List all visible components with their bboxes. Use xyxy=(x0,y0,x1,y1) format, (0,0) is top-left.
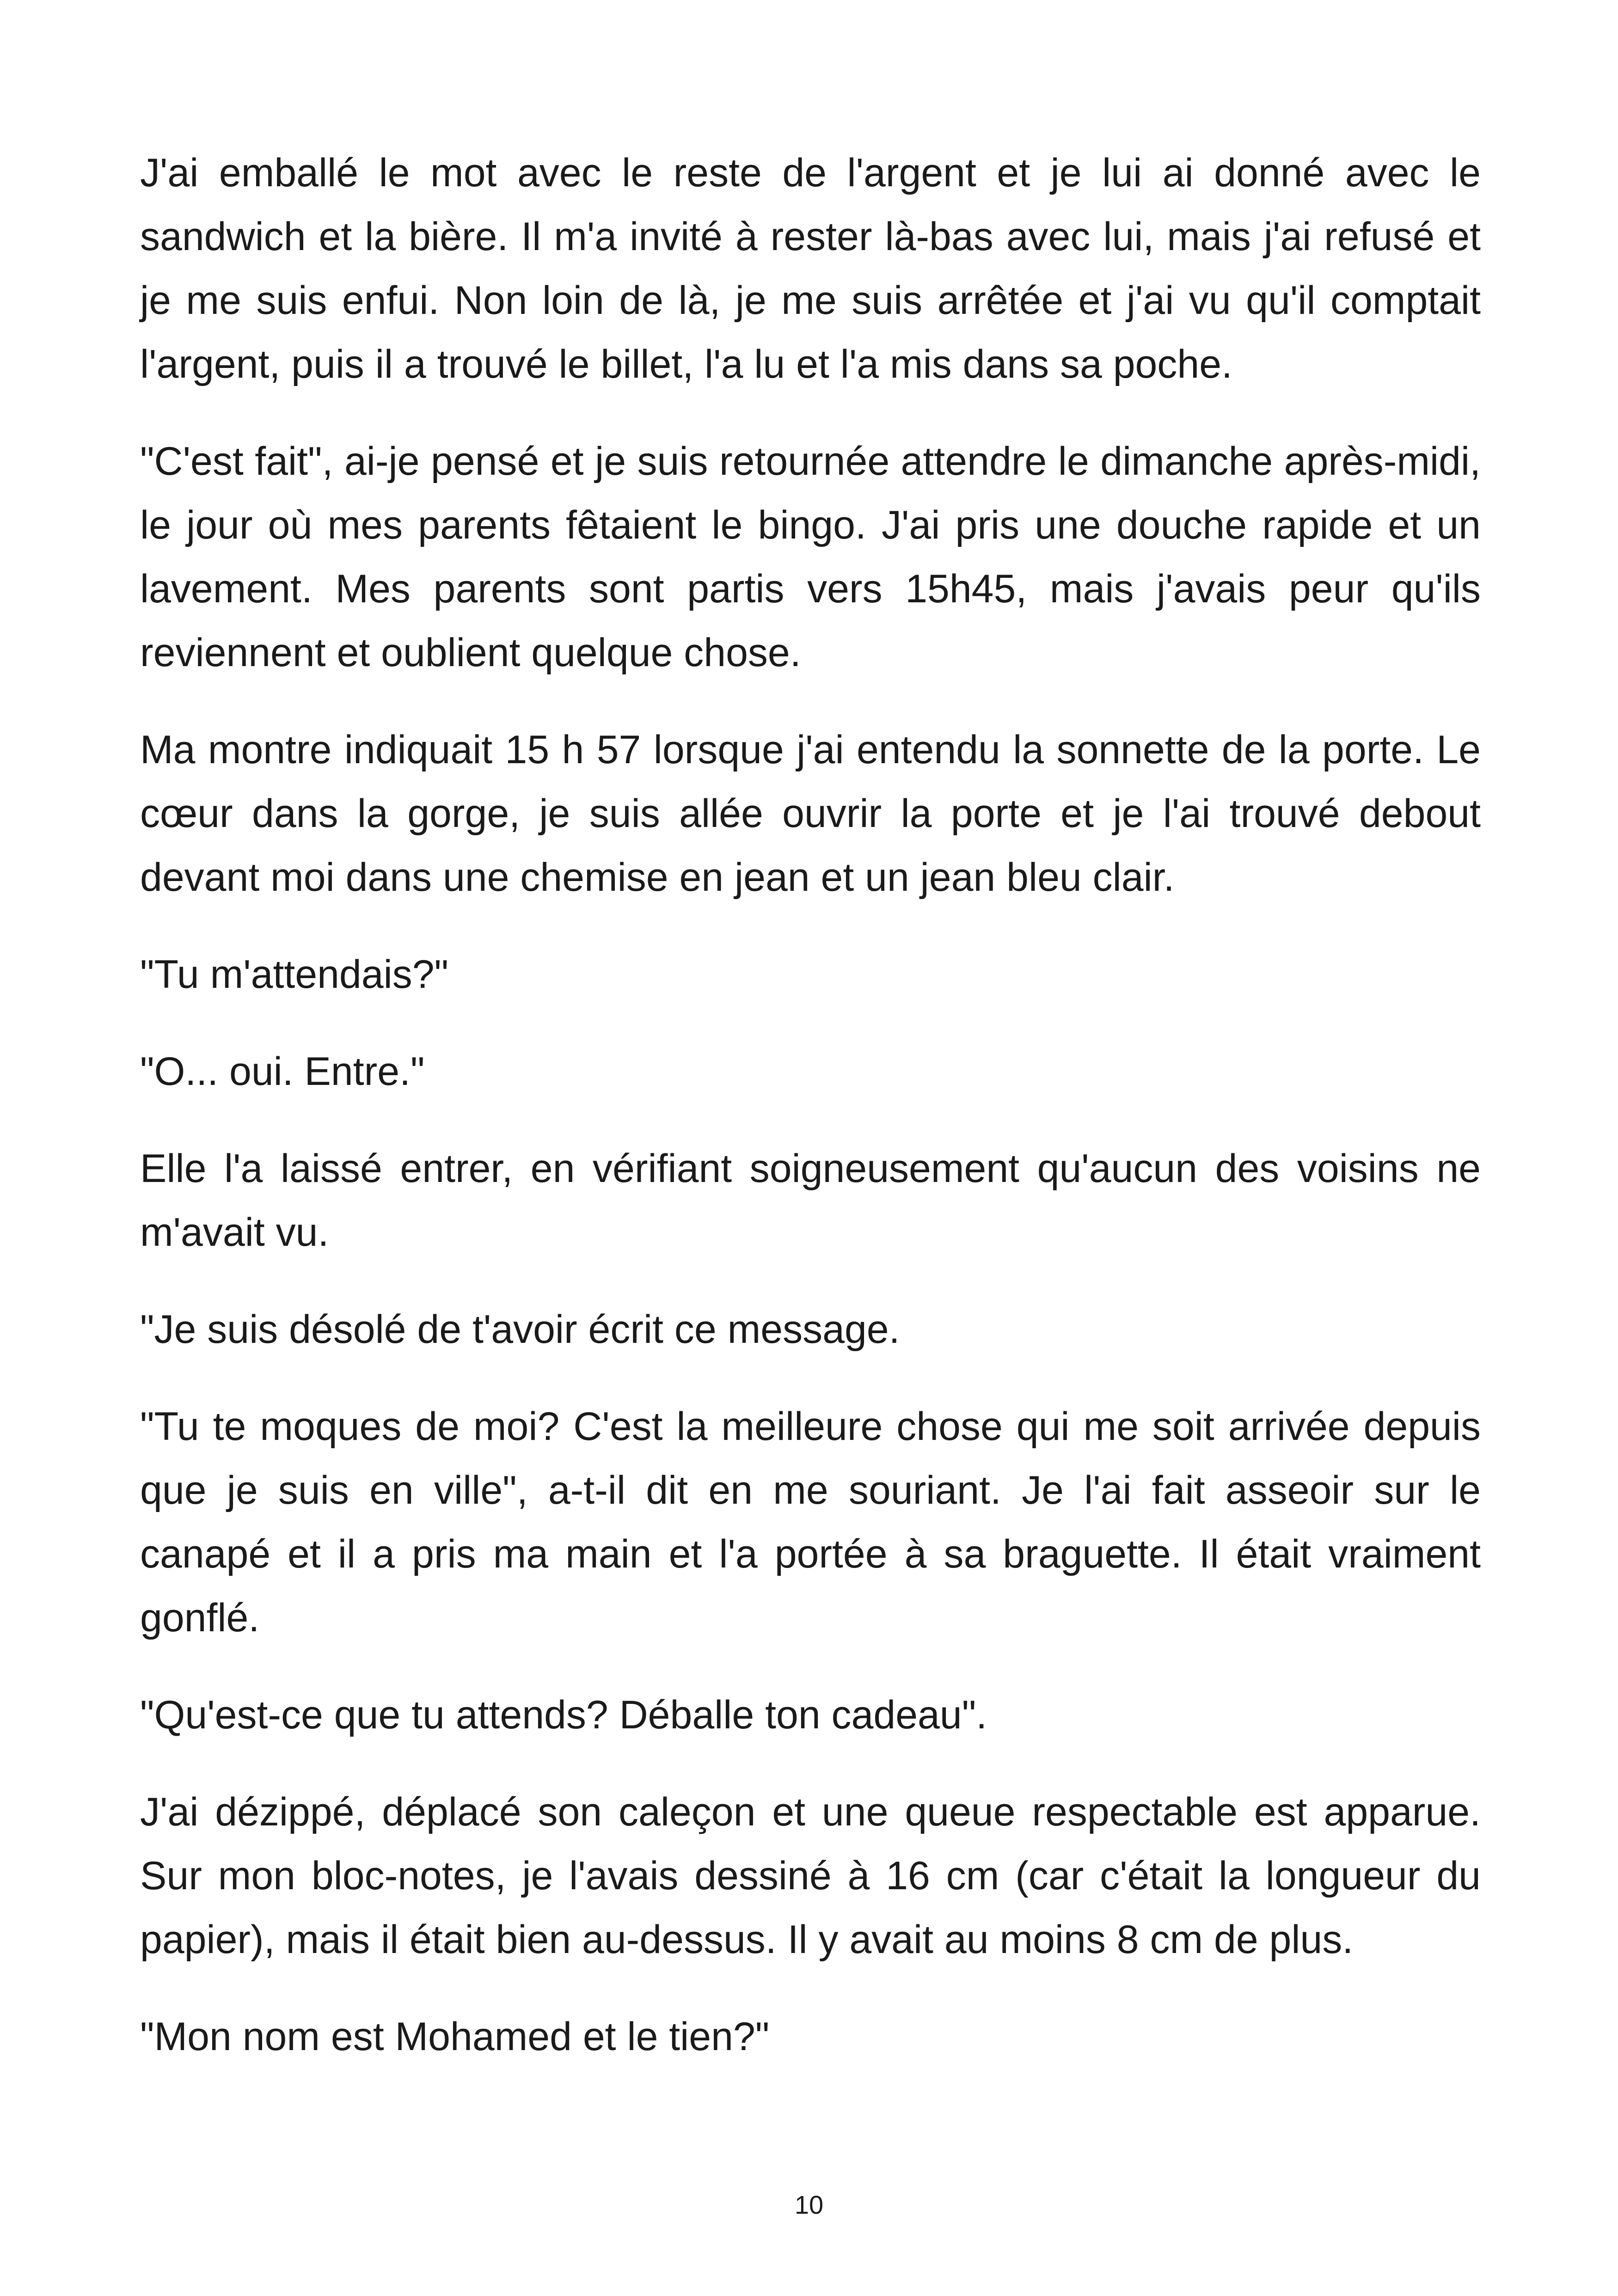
paragraph: Elle l'a laissé entrer, en vérifiant soigneusement qu'aucun des voisins ne m'avait vu. xyxy=(140,1146,1481,1255)
paragraph: "C'est fait", ai-je pensé et je suis retournée attendre le dimanche après-midi, le jour où mes parents fêtaient le bingo. J'ai pris une douche rapide et un lavement. Mes parents sont partis vers 15h45, mais j'avais peur qu'ils reviennent et oublient quelque chose. xyxy=(140,439,1481,675)
page-number: 10 xyxy=(794,2190,824,2219)
paragraph: "Mon nom est Mohamed et le tien?" xyxy=(140,2014,770,2059)
paragraph: J'ai emballé le mot avec le reste de l'argent et je lui ai donné avec le sandwich et la bière. Il m'a invité à rester là-bas avec lui, mais j'ai refusé et je me suis enfui. Non loin de là, je me suis arrêtée et j'ai vu qu'il comptait l'argent, puis il a trouvé le billet, l'a lu et l'a mis dans sa poche. xyxy=(140,151,1481,386)
paragraph: "Qu'est-ce que tu attends? Déballe ton cadeau". xyxy=(140,1693,987,1737)
paragraph: J'ai dézippé, déplacé son caleçon et une queue respectable est apparue. Sur mon bloc-notes, je l'avais dessiné à 16 cm (car c'était la longueur du papier), mais il était bien au-dessus. Il y avait au moins 8 cm de plus. xyxy=(140,1790,1481,1962)
paragraph: "Tu m'attendais?" xyxy=(140,952,449,997)
body-text xyxy=(140,141,1481,2102)
paragraph: Ma montre indiquait 15 h 57 lorsque j'ai entendu la sonnette de la porte. Le cœur dans la gorge, je suis allée ouvrir la porte et je l'ai trouvé debout devant moi dans une chemise en jean et un jean bleu clair. xyxy=(140,728,1481,900)
paragraph: "O... oui. Entre." xyxy=(140,1049,425,1094)
paragraph: "Je suis désolé de t'avoir écrit ce message. xyxy=(140,1307,900,1352)
paragraph: "Tu te moques de moi? C'est la meilleure chose qui me soit arrivée depuis que je suis en ville", a-t-il dit en me souriant. Je l'ai fait asseoir sur le canapé et il a pris ma main et l'a portée à sa braguette. Il était vraiment gonflé. xyxy=(140,1404,1481,1640)
